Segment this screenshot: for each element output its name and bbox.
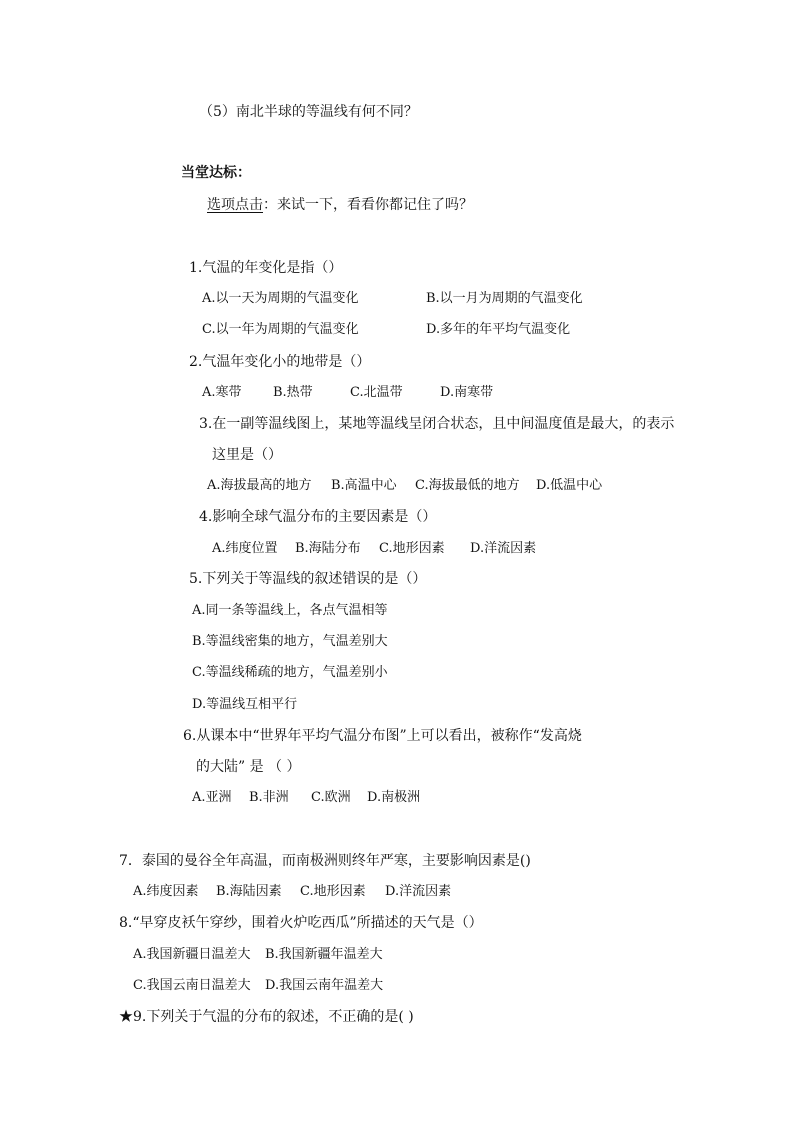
question-stem: 6.从课本中“世界年平均气温分布图”上可以看出，被称作“发高烧: [183, 728, 582, 744]
question-stem-continued: 这里是（）: [212, 447, 282, 463]
option: C.等温线稀疏的地方，气温差别小: [192, 665, 388, 680]
question-stem: 8.“早穿皮袄午穿纱，围着火炉吃西瓜”所描述的天气是（）: [119, 915, 483, 931]
option: C.以一年为周期的气温变化: [202, 322, 359, 337]
option: A.亚洲: [192, 790, 232, 805]
option: A.寒带: [202, 385, 242, 400]
option: B.海陆因素: [216, 884, 282, 899]
option: C.海拔最低的地方: [415, 478, 520, 493]
option: B.非洲: [249, 790, 289, 805]
option: A.我国新疆日温差大: [133, 947, 251, 962]
option: D.低温中心: [536, 478, 603, 493]
option: C.地形因素: [379, 541, 445, 556]
question-stem-continued: 的大陆” 是 （ ）: [196, 759, 301, 775]
option: C.地形因素: [300, 884, 366, 899]
question-5-subitem: （5）南北半球的等温线有何不同？: [199, 104, 418, 120]
option: D.洋流因素: [385, 884, 452, 899]
intro-label: 选项点击: [207, 197, 263, 213]
option: A.同一条等温线上，各点气温相等: [192, 603, 388, 618]
intro-line: [207, 196, 473, 214]
option: B.等温线密集的地方，气温差别大: [192, 634, 388, 649]
option: C.北温带: [350, 385, 403, 400]
option: C.我国云南日温差大: [133, 978, 251, 993]
question-stem: 3.在一副等温线图上，某地等温线呈闭合状态，且中间温度值是最大，的表示: [199, 416, 675, 432]
option: D.洋流因素: [470, 541, 537, 556]
option: D.等温线互相平行: [192, 697, 298, 712]
question-stem: ★9.下列关于气温的分布的叙述，不正确的是( ): [119, 1009, 414, 1025]
option: A.纬度位置: [212, 541, 278, 556]
option: B.海陆分布: [295, 541, 361, 556]
option: A.以一天为周期的气温变化: [202, 291, 359, 306]
option: C.欧洲: [311, 790, 351, 805]
option: D.我国云南年温差大: [265, 978, 384, 993]
question-stem: 4.影响全球气温分布的主要因素是（）: [199, 509, 437, 525]
option: B.我国新疆年温差大: [265, 947, 383, 962]
intro-text: ：来试一下，看看你都记住了吗？: [263, 197, 473, 213]
option: D.南极洲: [367, 790, 421, 805]
section-title: 当堂达标：: [181, 165, 251, 181]
option: B.热带: [273, 385, 313, 400]
option: A.海拔最高的地方: [207, 478, 312, 493]
option: D.南寒带: [440, 385, 494, 400]
option: B.高温中心: [331, 478, 397, 493]
question-stem: 2.气温年变化小的地带是（）: [189, 354, 371, 370]
question-stem: 1.气温的年变化是指（）: [189, 260, 343, 276]
option: D.多年的年平均气温变化: [426, 322, 571, 337]
question-stem: 7．泰国的曼谷全年高温，而南极洲则终年严寒，主要影响因素是(): [119, 853, 531, 869]
option: B.以一月为周期的气温变化: [426, 291, 583, 306]
option: A.纬度因素: [133, 884, 199, 899]
question-stem: 5.下列关于等温线的叙述错误的是（）: [189, 571, 427, 587]
